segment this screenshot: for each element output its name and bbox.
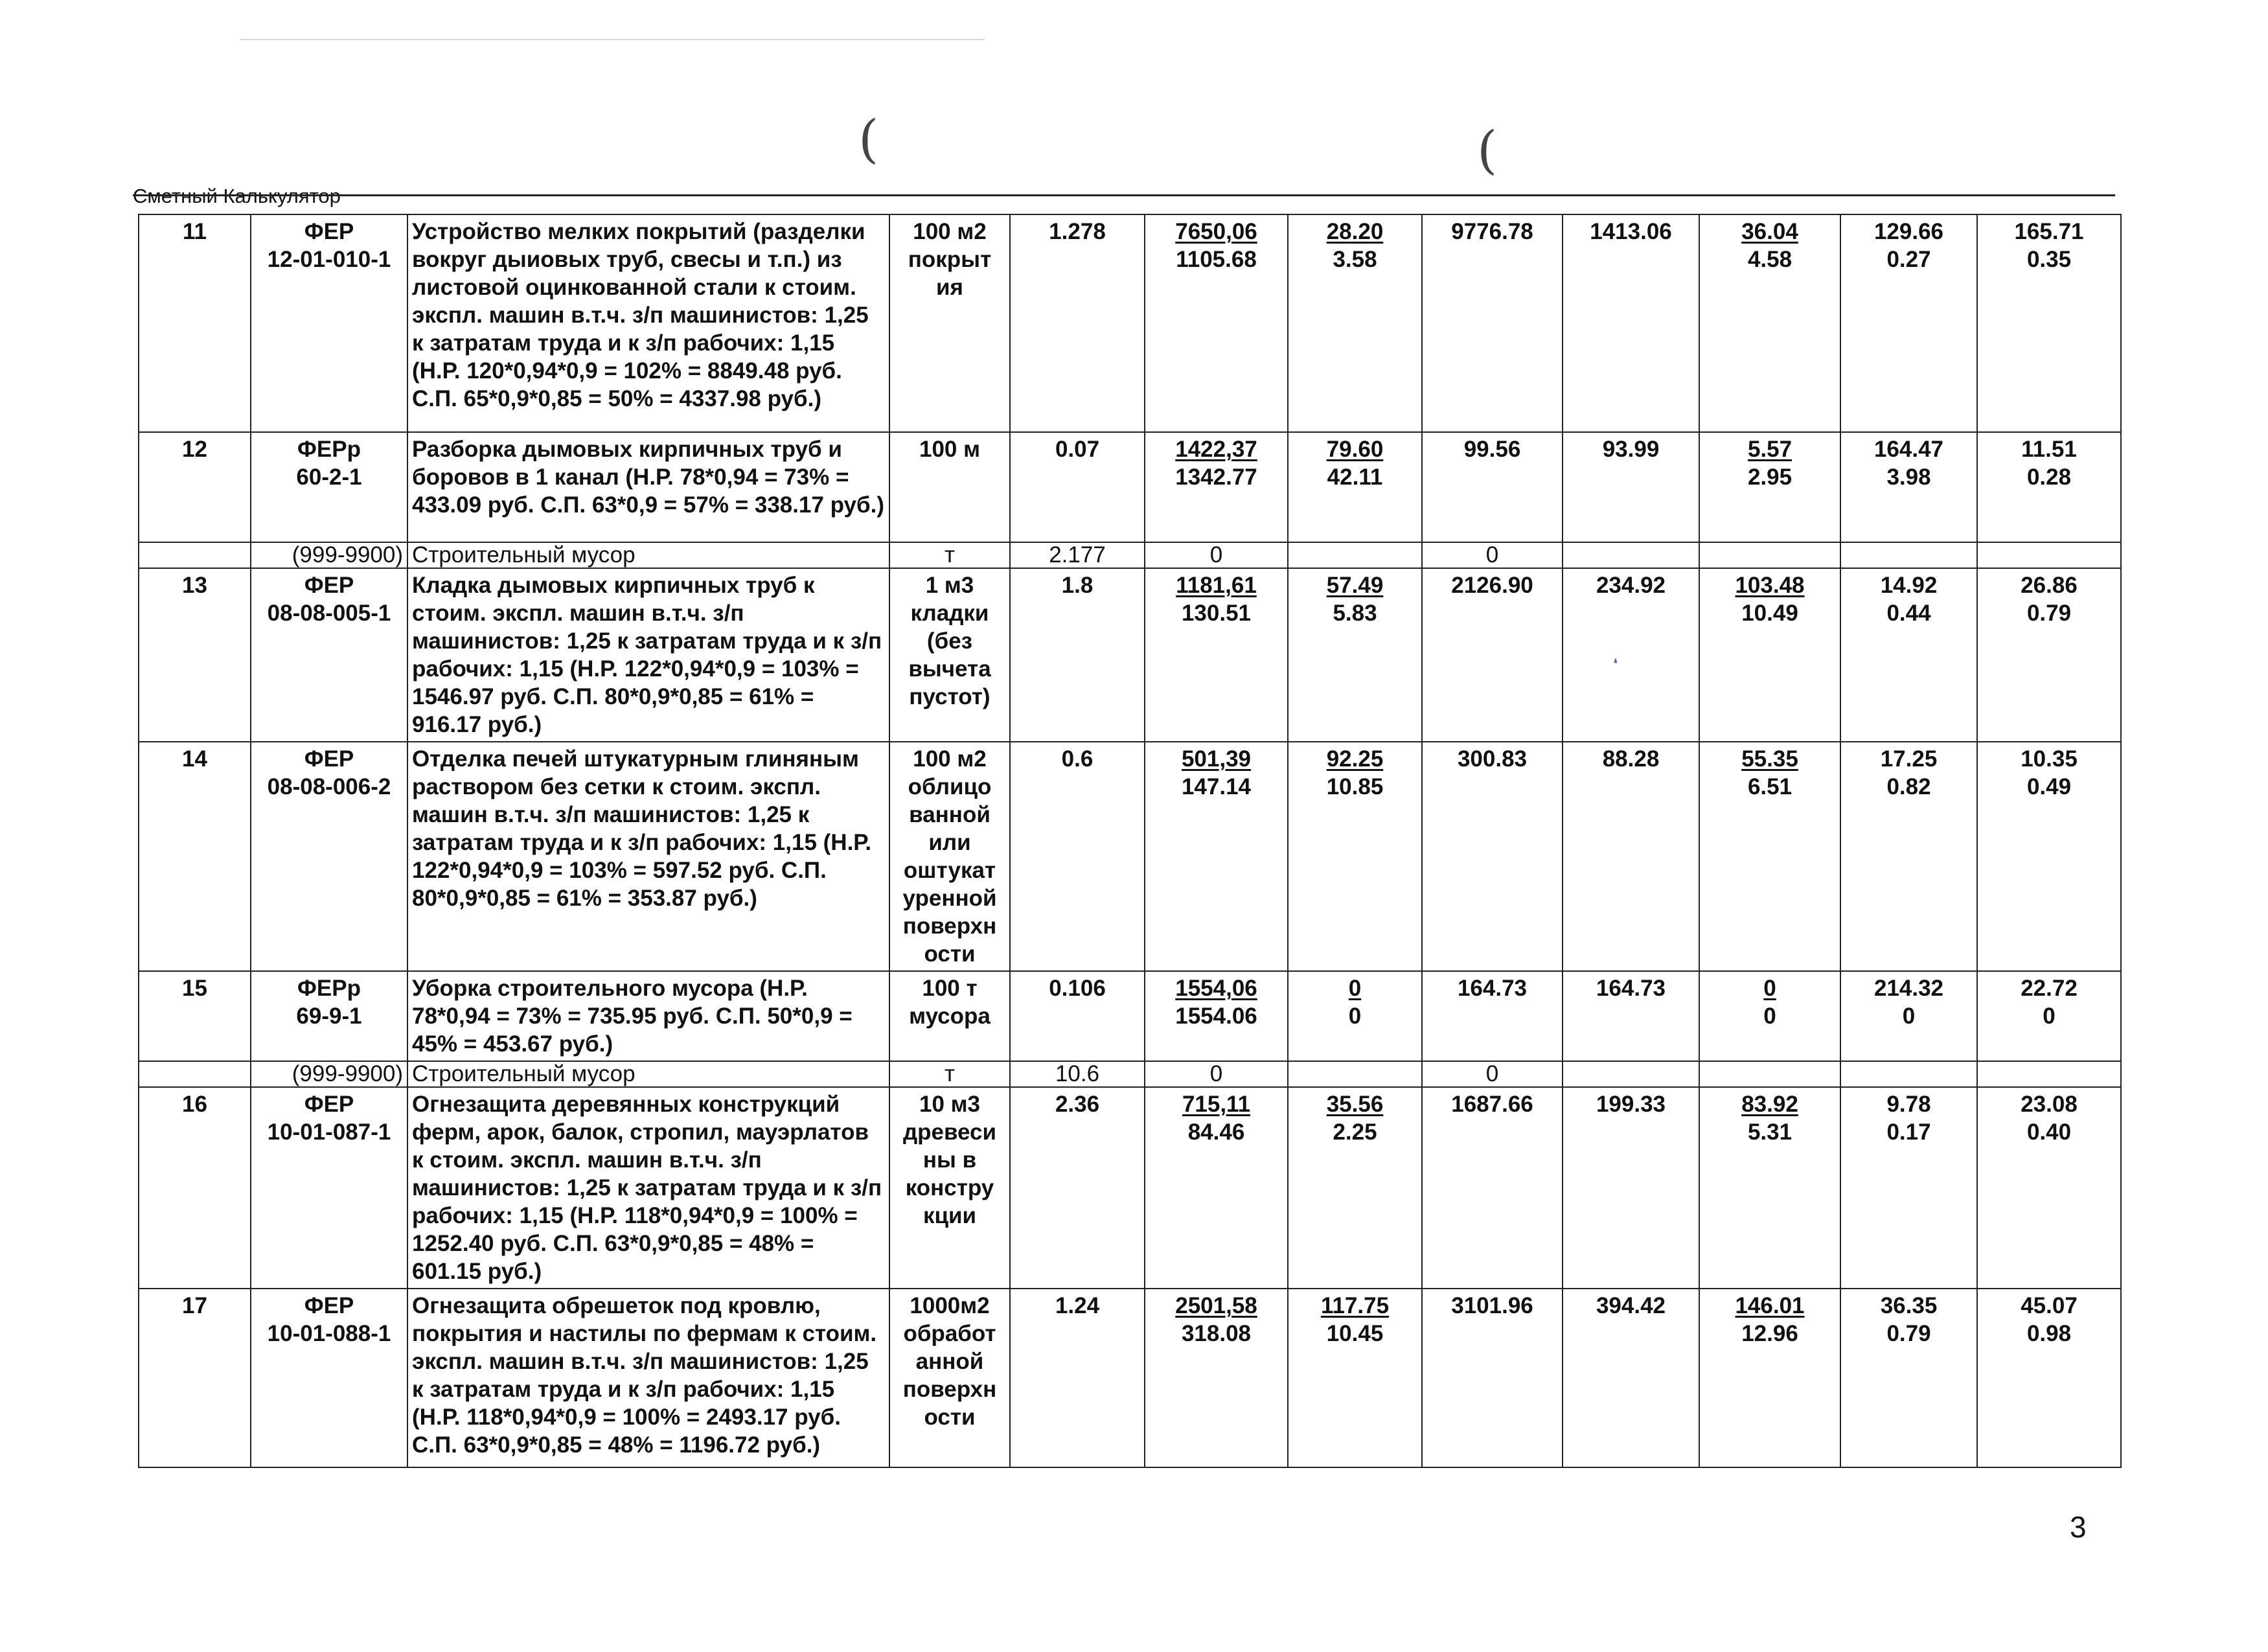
machinery-price-denominator: 10.45 [1326,1321,1384,1346]
total-cost-cell: 3101.96 [1422,1289,1563,1467]
machinery-price-denominator: 10.85 [1326,774,1384,799]
labor-cost-top: 36.35 [1880,1293,1938,1318]
empty-cell [1840,542,1977,568]
quantity-cell: 2.177 [1010,542,1145,568]
quantity-cell: 0.07 [1010,432,1145,542]
empty-cell [1840,1061,1977,1087]
total-cost-cell: 0 [1422,1061,1563,1087]
total-cost-cell: 300.83 [1422,742,1563,971]
material-subrow [139,542,2121,568]
machinery-price-denominator: 3.58 [1333,247,1377,272]
rate-code-number: 08-08-006-2 [267,774,391,799]
machinery-price-cell [1288,214,1422,432]
row-number-cell: 16 [139,1087,251,1289]
rate-code-number: 12-01-010-1 [267,247,391,272]
machinery-price-denominator: 42.11 [1327,465,1383,490]
description-cell: Огнезащита обрешеток под кровлю, покрытия и настилы по фермам к стоим. экспл. машин в.т.ч. з/п машинистов: 1,25 к затратам труда и к з/п рабочих: 1,15 (Н.Р. 118*0,94*0,9 = 100% = 2493.17 руб. С.П. 63*0,9*0,85 = 48% = 1196.72 руб.) [407,1289,889,1467]
table-row [139,432,2121,542]
description-cell: Строительный мусор [407,1061,889,1087]
machinery-total-cell [1699,971,1840,1061]
description-cell: Устройство мелких покрытий (разделки вокруг дыиовых труб, свесы и т.п.) из листовой оцинкованной стали к стоим. экспл. машин в.т.ч. з/п машинистов: 1,25 к затратам труда и к з/п рабочих: 1,15 (Н.Р. 120*0,94*0,9 = 102% = 8849.48 руб. С.П. 65*0,9*0,85 = 50% = 4337.98 руб.) [407,214,889,432]
table-row [139,971,2121,1061]
unit-price-denominator: 147.14 [1181,774,1252,799]
labor-cost-top: 129.66 [1873,219,1944,244]
description-cell: Разборка дымовых кирпичных труб и боровов в 1 канал (Н.Р. 78*0,94 = 73% = 433.09 руб. С.П. 63*0,9 = 57% = 338.17 руб.) [407,432,889,542]
unit-price-denominator: 318.08 [1181,1321,1252,1346]
labor-cost-bottom: 3.98 [1886,465,1931,490]
labor-total-bottom: 0.79 [2026,601,2072,626]
page-header-title: Сметный Калькулятор [133,185,341,207]
rate-code-cell [251,432,407,542]
labor-total-top: 23.08 [2021,1092,2078,1117]
machinery-total-numerator: 83.92 [1741,1092,1798,1117]
unit-cell: 10 м3 древеси ны в констру кции [889,1087,1010,1289]
machinery-total-denominator: 12.96 [1741,1321,1798,1346]
machinery-total-cell [1699,742,1840,971]
resource-code-cell: (999-9900) [251,1061,407,1087]
quantity-cell: 0.106 [1010,971,1145,1061]
labor-total-bottom: 0.28 [2026,465,2072,490]
quantity-cell: 10.6 [1010,1061,1145,1087]
machinery-price-denominator: 0 [1348,1004,1362,1029]
labor-cost-top: 17.25 [1880,746,1938,772]
machinery-total-numerator: 0 [1763,976,1776,1001]
wages-cell: 199.33 [1563,1087,1699,1289]
labor-cost-cell [1840,1087,1977,1289]
unit-price-denominator: 1105.68 [1176,247,1257,272]
rate-code-cell [251,742,407,971]
total-cost-cell: 164.73 [1422,971,1563,1061]
rate-code-number: 10-01-088-1 [267,1321,391,1346]
quantity-cell: 1.24 [1010,1289,1145,1467]
page-number: 3 [2070,1510,2087,1544]
machinery-total-denominator: 4.58 [1747,247,1793,272]
labor-total-bottom: 0.98 [2026,1321,2072,1346]
unit-price-cell: 0 [1145,1061,1288,1087]
rate-code-prefix: ФЕР [304,1293,354,1318]
unit-cell: 1000м2 обработ анной поверхн ости [889,1289,1010,1467]
labor-total-top: 11.51 [2021,437,2077,462]
unit-cell: 100 м [889,432,1010,542]
labor-total-bottom: 0.40 [2026,1119,2072,1145]
punch-hole-mark: ( [858,109,879,169]
rate-code-prefix: ФЕР [304,746,354,772]
machinery-price-numerator: 28.20 [1326,219,1384,244]
unit-price-denominator: 1342.77 [1175,465,1257,490]
labor-cost-cell [1840,742,1977,971]
quantity-cell: 1.8 [1010,568,1145,742]
scan-artifact-line [240,39,985,40]
description-cell: Отделка печей штукатурным глиняным раствором без сетки к стоим. экспл. машин в.т.ч. з/п машинистов: 1,25 к затратам труда и к з/п рабочих: 1,15 (Н.Р. 122*0,94*0,9 = 103% = 597.52 руб. С.П. 80*0,9*0,85 = 61% = 353.87 руб.) [407,742,889,971]
labor-total-cell [1977,214,2121,432]
labor-total-top: 26.86 [2021,573,2078,598]
machinery-price-cell [1288,1289,1422,1467]
row-number-cell: 11 [139,214,251,432]
ink-smudge: ❛ [1613,656,1618,672]
machinery-total-numerator: 5.57 [1747,437,1793,462]
wages-cell: 88.28 [1563,742,1699,971]
unit-cell: т [889,1061,1010,1087]
rate-code-cell [251,568,407,742]
unit-cell: 100 м2 покрыт ия [889,214,1010,432]
labor-total-bottom: 0.35 [2026,247,2072,272]
unit-price-denominator: 130.51 [1181,601,1252,626]
unit-price-cell [1145,568,1288,742]
unit-price-numerator: 1422,37 [1175,437,1257,462]
unit-cell: 100 т мусора [889,971,1010,1061]
quantity-cell: 1.278 [1010,214,1145,432]
unit-price-cell [1145,1087,1288,1289]
labor-cost-top: 14.92 [1880,573,1938,598]
estimate-table-body [139,214,2121,1467]
wages-cell: 93.99 [1563,432,1699,542]
empty-cell [1563,1061,1699,1087]
machinery-total-cell [1699,432,1840,542]
rate-code-number: 08-08-005-1 [267,601,391,626]
labor-cost-bottom: 0.17 [1886,1119,1931,1145]
machinery-price-denominator: 2.25 [1333,1119,1377,1145]
quantity-cell: 2.36 [1010,1087,1145,1289]
labor-cost-cell [1840,432,1977,542]
labor-total-top: 10.35 [2021,746,2078,772]
labor-total-cell [1977,1087,2121,1289]
total-cost-cell: 99.56 [1422,432,1563,542]
header-rule [133,194,2115,196]
empty-cell [1977,542,2121,568]
machinery-total-cell [1699,1087,1840,1289]
unit-price-numerator: 1181,61 [1176,573,1257,598]
machinery-price-cell [1288,542,1422,568]
labor-total-top: 22.72 [2021,976,2078,1001]
total-cost-cell: 1687.66 [1422,1087,1563,1289]
machinery-total-cell [1699,1289,1840,1467]
description-cell: Строительный мусор [407,542,889,568]
labor-total-top: 45.07 [2021,1293,2078,1318]
table-row [139,1289,2121,1467]
rate-code-cell [251,214,407,432]
unit-cell: 1 м3 кладки (без вычета пустот) [889,568,1010,742]
unit-price-denominator: 84.46 [1187,1119,1245,1145]
unit-cell: 100 м2 облицо ванной или оштукат уренной поверхн ости [889,742,1010,971]
machinery-total-numerator: 36.04 [1741,219,1798,244]
estimate-table [138,214,2122,1468]
labor-cost-bottom: 0.44 [1886,601,1931,626]
unit-price-numerator: 715,11 [1182,1092,1251,1117]
row-number-cell [139,1061,251,1087]
labor-cost-bottom: 0.79 [1886,1321,1931,1346]
labor-cost-cell [1840,1289,1977,1467]
rate-code-prefix: ФЕР [304,1092,354,1117]
labor-total-cell [1977,568,2121,742]
machinery-price-numerator: 92.25 [1326,746,1384,772]
unit-price-cell [1145,432,1288,542]
rate-code-number: 69-9-1 [296,1004,362,1029]
empty-cell [1977,1061,2121,1087]
machinery-price-numerator: 35.56 [1326,1092,1384,1117]
description-cell: Кладка дымовых кирпичных труб к стоим. экспл. машин в.т.ч. з/п машинистов: 1,25 к затратам труда и к з/п рабочих: 1,15 (Н.Р. 122*0,94*0,9 = 103% = 1546.97 руб. С.П. 80*0,9*0,85 = 61% = 916.17 руб.) [407,568,889,742]
description-cell: Уборка строительного мусора (Н.Р. 78*0,94 = 73% = 735.95 руб. С.П. 50*0,9 = 45% = 453.67 руб.) [407,971,889,1061]
labor-cost-top: 214.32 [1873,976,1944,1001]
unit-price-cell [1145,742,1288,971]
machinery-total-cell [1699,214,1840,432]
wages-cell: 164.73 [1563,971,1699,1061]
row-number-cell: 15 [139,971,251,1061]
machinery-price-cell [1288,742,1422,971]
wages-cell: 1413.06 [1563,214,1699,432]
rate-code-cell [251,1289,407,1467]
punch-hole-mark: ( [1477,120,1498,180]
machinery-price-cell [1288,432,1422,542]
unit-price-numerator: 2501,58 [1175,1293,1257,1318]
rate-code-cell [251,971,407,1061]
labor-total-cell [1977,742,2121,971]
labor-cost-bottom: 0 [1902,1004,1916,1029]
labor-total-bottom: 0 [2043,1004,2056,1029]
machinery-price-numerator: 79.60 [1326,437,1384,462]
wages-cell: 394.42 [1563,1289,1699,1467]
machinery-total-denominator: 10.49 [1741,601,1798,626]
machinery-price-cell [1288,1087,1422,1289]
machinery-price-denominator: 5.83 [1333,601,1377,626]
description-cell: Огнезащита деревянных конструкций ферм, арок, балок, стропил, мауэрлатов к стоим. экспл. машин в.т.ч. з/п машинистов: 1,25 к затратам труда и к з/п рабочих: 1,15 (Н.Р. 118*0,94*0,9 = 100% = 1252.40 руб. С.П. 63*0,9*0,85 = 48% = 601.15 руб.) [407,1087,889,1289]
empty-cell [1699,542,1840,568]
unit-price-numerator: 501,39 [1181,746,1252,772]
material-subrow [139,1061,2121,1087]
machinery-total-denominator: 2.95 [1747,465,1793,490]
machinery-total-numerator: 55.35 [1741,746,1798,772]
machinery-price-numerator: 0 [1348,976,1362,1001]
machinery-price-cell [1288,971,1422,1061]
labor-total-top: 165.71 [2014,219,2084,244]
rate-code-number: 10-01-087-1 [267,1119,391,1145]
machinery-price-cell [1288,1061,1422,1087]
row-number-cell: 13 [139,568,251,742]
machinery-total-cell [1699,568,1840,742]
machinery-price-numerator: 57.49 [1326,573,1384,598]
rate-code-prefix: ФЕР [304,573,354,598]
unit-cell: т [889,542,1010,568]
labor-cost-cell [1840,214,1977,432]
unit-price-cell [1145,214,1288,432]
machinery-price-numerator: 117.75 [1320,1293,1390,1318]
row-number-cell: 14 [139,742,251,971]
machinery-total-denominator: 0 [1763,1004,1776,1029]
wages-cell: 234.92 [1563,568,1699,742]
labor-cost-bottom: 0.82 [1886,774,1931,799]
machinery-total-denominator: 5.31 [1747,1119,1793,1145]
table-row [139,742,2121,971]
total-cost-cell: 0 [1422,542,1563,568]
unit-price-denominator: 1554.06 [1175,1004,1257,1029]
unit-price-cell [1145,971,1288,1061]
labor-total-cell [1977,432,2121,542]
labor-cost-cell [1840,971,1977,1061]
machinery-total-numerator: 146.01 [1735,1293,1805,1318]
labor-cost-top: 164.47 [1873,437,1944,462]
machinery-total-numerator: 103.48 [1735,573,1805,598]
labor-cost-cell [1840,568,1977,742]
row-number-cell: 12 [139,432,251,542]
machinery-price-cell [1288,568,1422,742]
labor-total-bottom: 0.49 [2026,774,2072,799]
rate-code-number: 60-2-1 [296,465,362,490]
labor-total-cell [1977,971,2121,1061]
row-number-cell: 17 [139,1289,251,1467]
empty-cell [1699,1061,1840,1087]
rate-code-prefix: ФЕРр [297,437,361,462]
unit-price-cell [1145,1289,1288,1467]
rate-code-cell [251,1087,407,1289]
empty-cell [1563,542,1699,568]
resource-code-cell: (999-9900) [251,542,407,568]
total-cost-cell: 9776.78 [1422,214,1563,432]
labor-cost-top: 9.78 [1886,1092,1931,1117]
table-row [139,568,2121,742]
labor-cost-bottom: 0.27 [1886,247,1931,272]
rate-code-prefix: ФЕРр [297,976,361,1001]
total-cost-cell: 2126.90 [1422,568,1563,742]
unit-price-numerator: 7650,06 [1175,219,1257,244]
unit-price-cell: 0 [1145,542,1288,568]
table-row [139,214,2121,432]
machinery-total-denominator: 6.51 [1747,774,1793,799]
rate-code-prefix: ФЕР [304,219,354,244]
row-number-cell [139,542,251,568]
quantity-cell: 0.6 [1010,742,1145,971]
labor-total-cell [1977,1289,2121,1467]
table-row [139,1087,2121,1289]
unit-price-numerator: 1554,06 [1175,976,1257,1001]
